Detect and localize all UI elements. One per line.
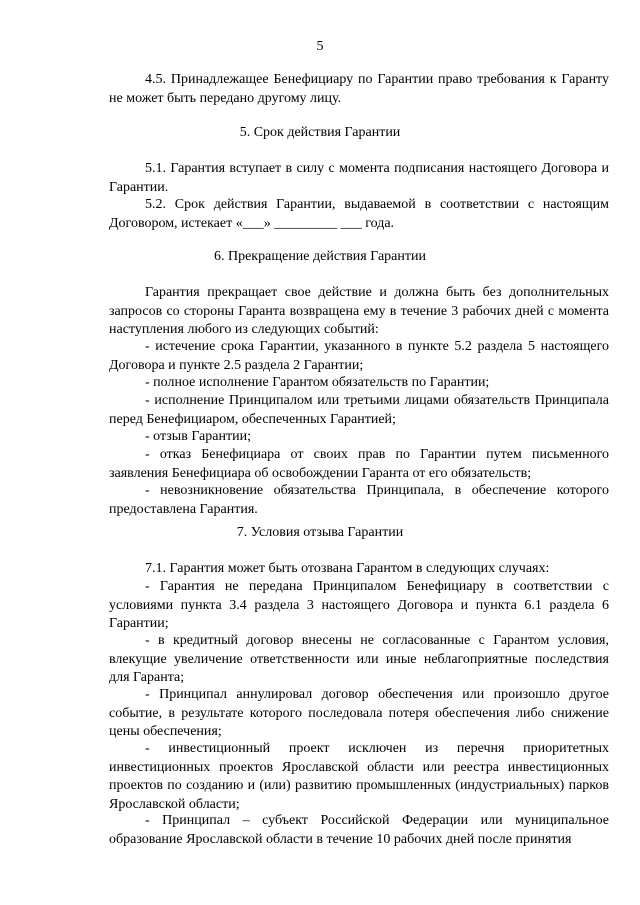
section-heading-6: 6. Прекращение действия Гарантии — [213, 249, 426, 264]
paragraph-text: - исполнение Принципалом или третьими лицами обязательств Принципала перед Бенефициаром, обеспеченных Гарантией; — [109, 393, 609, 427]
paragraph-text: - отказ Бенефициара от своих прав по Гарантии путем письменного заявления Бенефициара об освобождении Гаранта от его обязательств; — [109, 447, 609, 481]
paragraph-text: - в кредитный договор внесены не согласованные с Гарантом условия, влекущие увеличение ответственности или иные неблагоприятные последствия для Гаранта; — [109, 633, 609, 686]
paragraph-7-1 — [109, 560, 609, 579]
paragraph-7-c — [109, 686, 609, 742]
page-number: 5 — [316, 39, 324, 54]
paragraph-text: - инвестиционный проект исключен из перечня приоритетных инвестиционных проектов Ярославской области или реестра инвестиционных проектов по созданию и (или) развитию промышленных (индустриальных) парков Ярославской области; — [109, 741, 609, 812]
paragraph-5-2 — [109, 196, 609, 233]
paragraph-text: - Принципал аннулировал договор обеспечения или произошло другое событие, в результате которого последовала потеря обеспечения либо снижение цены обеспечения; — [109, 687, 609, 740]
paragraph-text: 7.1. Гарантия может быть отозвана Гарантом в следующих случаях: — [145, 561, 550, 576]
paragraph-7-e — [109, 812, 609, 849]
paragraph-6-a — [109, 338, 609, 375]
paragraph-text: - Принципал – субъект Российской Федерации или муниципальное образование Ярославской области в течение 10 рабочих дней после принятия — [109, 813, 609, 847]
paragraph-6-intro — [109, 284, 609, 340]
paragraph-6-e — [109, 446, 609, 483]
paragraph-text: Гарантия прекращает свое действие и должна быть без дополнительных запросов со стороны Гаранта возвращена ему в течение 3 рабочих дней с момента наступления любого из следующих событий: — [109, 285, 609, 338]
paragraph-text: 5.2. Срок действия Гарантии, выдаваемой в соответствии с настоящим Договором, истекает «___» _________ ___ года. — [109, 197, 609, 231]
paragraph-6-d — [109, 428, 609, 447]
paragraph-6-f — [109, 482, 609, 519]
paragraph-6-b — [109, 374, 609, 393]
paragraph-7-a — [109, 578, 609, 634]
paragraph-7-b — [109, 632, 609, 688]
paragraph-text: - полное исполнение Гарантом обязательств по Гарантии; — [145, 375, 490, 390]
section-heading-5: 5. Срок действия Гарантии — [239, 125, 401, 140]
paragraph-6-c — [109, 392, 609, 429]
paragraph-text: 5.1. Гарантия вступает в силу с момента подписания настоящего Договора и Гарантии. — [109, 161, 609, 195]
paragraph-4-5 — [109, 71, 609, 108]
paragraph-text: - невозникновение обязательства Принципала, в обеспечение которого предоставлена Гарантия. — [109, 483, 609, 517]
paragraph-text: 4.5. Принадлежащее Бенефициару по Гарантии право требования к Гаранту не может быть передано другому лицу. — [109, 72, 609, 106]
paragraph-7-d — [109, 740, 609, 814]
section-heading-7: 7. Условия отзыва Гарантии — [236, 525, 404, 540]
paragraph-text: - отзыв Гарантии; — [145, 429, 251, 444]
paragraph-text: - Гарантия не передана Принципалом Бенефициару в соответствии с условиями пункта 3.4 раздела 3 настоящего Договора и пункта 6.1 раздела 6 Гарантии; — [109, 579, 609, 632]
paragraph-5-1 — [109, 160, 609, 197]
paragraph-text: - истечение срока Гарантии, указанного в пункте 5.2 раздела 5 настоящего Договора и пункте 2.5 раздела 2 Гарантии; — [109, 339, 609, 373]
